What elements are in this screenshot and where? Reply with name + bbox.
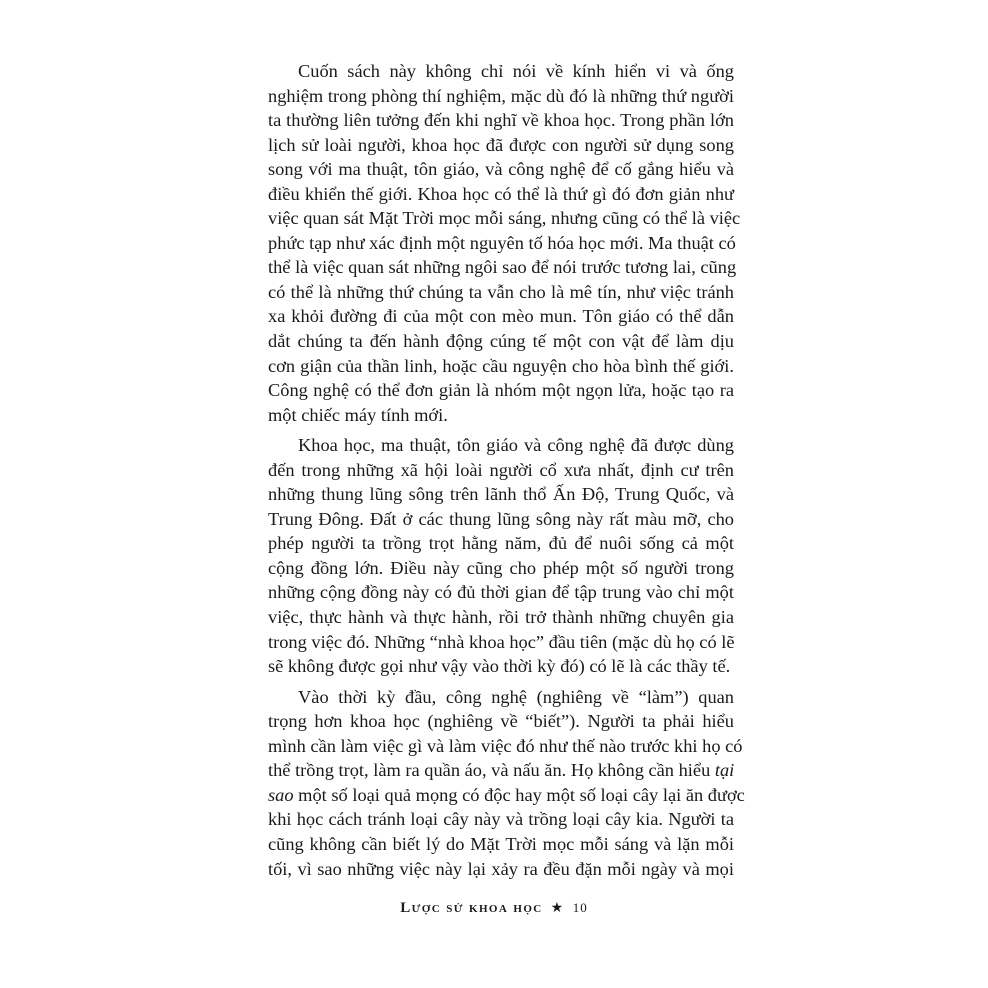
text-line: khi học cách tránh loại cây này và trồng loại cây kia. Người ta [268,809,734,830]
text-line: Khoa học, ma thuật, tôn giáo và công nghệ đã được dùng [298,435,734,456]
text-line: Vào thời kỳ đầu, công nghệ (nghiêng về “làm”) quan [298,686,734,707]
text-line: lịch sử loài người, khoa học đã được con người sử dụng song [268,134,734,155]
paragraph-1 [268,59,741,427]
star-icon: ★ [550,901,565,916]
text-line: một chiếc máy tính mới. [268,404,448,425]
text-line: những cộng đồng này có đủ thời gian để tập trung vào chỉ một [268,582,734,603]
text-line: song với ma thuật, tôn giáo, và công nghệ để cố gắng hiểu và [268,159,734,180]
text-line: trọng hơn khoa học (nghiêng về “biết”). Người ta phải hiểu [268,711,734,732]
paragraph-3 [268,685,745,881]
text-line: Cuốn sách này không chỉ nói về kính hiển vi và ống [298,61,734,81]
text-line: phép người ta trồng trọt hằng năm, đủ để nuôi sống cả một [268,533,734,554]
book-title: Lược sử khoa học [400,900,543,916]
italic-word: tại [714,760,735,781]
text-line [268,758,734,783]
text-line: những thung lũng sông trên lãnh thổ Ấn Độ, Trung Quốc, và [268,484,734,505]
text-line: có thể là những thứ chúng ta vẫn cho là mê tín, như việc tránh [268,281,734,302]
text-line: cộng đồng lớn. Điều này cũng cho phép một số người trong [268,557,734,578]
text-line: điều khiển thế giới. Khoa học có thể là thứ gì đó đơn giản như [268,183,734,204]
text-line: sẽ không được gọi như vậy vào thời kỳ đó) có lẽ là các thầy tế. [268,656,731,677]
text-line [268,783,745,808]
text-line: Công nghệ có thể đơn giản là nhóm một ngọn lửa, hoặc tạo ra [268,380,734,401]
body-text [268,59,745,881]
text-line: đến trong những xã hội loài người cổ xưa nhất, định cư trên [268,459,734,480]
text-line: mình cần làm việc gì và làm việc đó như thế nào trước khi họ có [268,735,743,756]
page-number: 10 [572,900,588,915]
running-footer [0,900,988,917]
paragraph-2 [268,433,734,678]
text-line: phức tạp như xác định một nguyên tố hóa học mới. Ma thuật có [268,232,736,253]
text-line: cơn giận của thần linh, hoặc cầu nguyện cho hòa bình thế giới. [268,355,734,376]
text-line: thể là việc quan sát những ngôi sao để nói trước tương lai, cũng [268,257,737,278]
text-line: xa khỏi đường đi của một con mèo mun. Tôn giáo có thể dẫn [268,306,734,327]
text-line: ta thường liên tưởng đến khi nghĩ về khoa học. Trong phần lớn [268,110,734,131]
text-segment: một số loại quả mọng có độc hay một số loại cây lại ăn được [298,784,745,805]
italic-word: sao [268,784,294,805]
text-line: Trung Đông. Đất ở các thung lũng sông này rất màu mỡ, cho [268,508,734,529]
text-segment: thể trồng trọt, làm ra quần áo, và nấu ăn. Họ không cần hiểu [268,760,711,781]
text-line: tối, vì sao những việc này lại xảy ra đều đặn mỗi ngày và mọi [268,858,734,879]
text-line: dắt chúng ta đến hành động cúng tế một con vật để làm dịu [268,331,734,352]
text-line: trong việc đó. Những “nhà khoa học” đầu tiên (mặc dù họ có lẽ [268,631,735,652]
text-line: cũng không cần biết lý do Mặt Trời mọc mỗi sáng và lặn mỗi [268,833,734,854]
text-line: nghiệm trong phòng thí nghiệm, mặc dù đó là những thứ người [268,85,734,106]
text-line: việc, thực hành và thực hành, rồi trở thành những chuyên gia [268,607,734,628]
text-line: việc quan sát Mặt Trời mọc mỗi sáng, nhưng cũng có thể là việc [268,208,741,229]
